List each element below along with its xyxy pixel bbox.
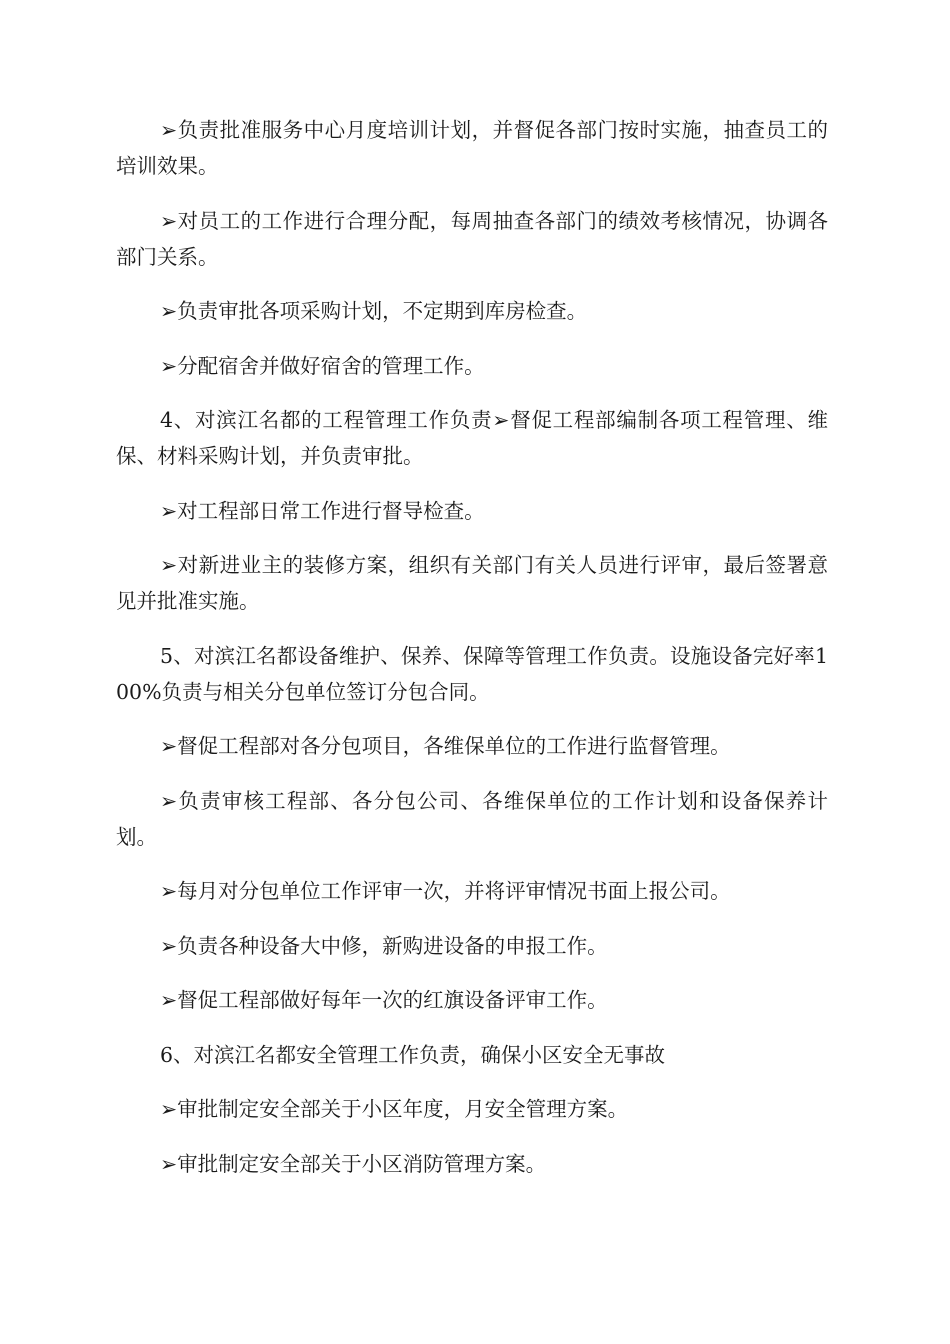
paragraph-4: ➢分配宿舍并做好宿舍的管理工作。 — [160, 353, 485, 378]
paragraph-2: ➢对员工的工作进行合理分配，每周抽查各部门的绩效考核情况，协调各部门关系。 — [116, 208, 828, 269]
paragraph-1: ➢负责批准服务中心月度培训计划，并督促各部门按时实施，抽查员工的培训效果。 — [116, 118, 828, 178]
paragraph-3: ➢负责审批各项采购计划，不定期到库房检查。 — [160, 299, 588, 323]
paragraph-8: 5、对滨江名都设备维护、保养、保障等管理工作负责。设施设备完好率100%负责与相关分包单位签订分包合同。 — [116, 643, 828, 704]
paragraph-16: ➢审批制定安全部关于小区消防管理方案。 — [160, 1151, 547, 1176]
paragraph-10: ➢负责审核工程部、各分包公司、各维保单位的工作计划和设备保养计划。 — [116, 788, 828, 849]
paragraph-13: ➢督促工程部做好每年一次的红旗设备评审工作。 — [160, 988, 608, 1012]
paragraph-12: ➢负责各种设备大中修，新购进设备的申报工作。 — [160, 933, 608, 958]
paragraph-15: ➢审批制定安全部关于小区年度，月安全管理方案。 — [160, 1097, 629, 1121]
paragraph-7: ➢对新进业主的装修方案，组织有关部门有关人员进行评审，最后签署意见并批准实施。 — [116, 553, 828, 613]
paragraph-5: 4、对滨江名都的工程管理工作负责➢督促工程部编制各项工程管理、维保、材料采购计划，并负责审批。 — [116, 408, 828, 468]
paragraph-14: 6、对滨江名都安全管理工作负责，确保小区安全无事故 — [160, 1042, 666, 1067]
paragraph-6: ➢对工程部日常工作进行督导检查。 — [160, 498, 485, 523]
document-body — [116, 112, 828, 1200]
paragraph-11: ➢每月对分包单位工作评审一次，并将评审情况书面上报公司。 — [160, 879, 731, 903]
paragraph-9: ➢督促工程部对各分包项目，各维保单位的工作进行监督管理。 — [160, 734, 731, 758]
